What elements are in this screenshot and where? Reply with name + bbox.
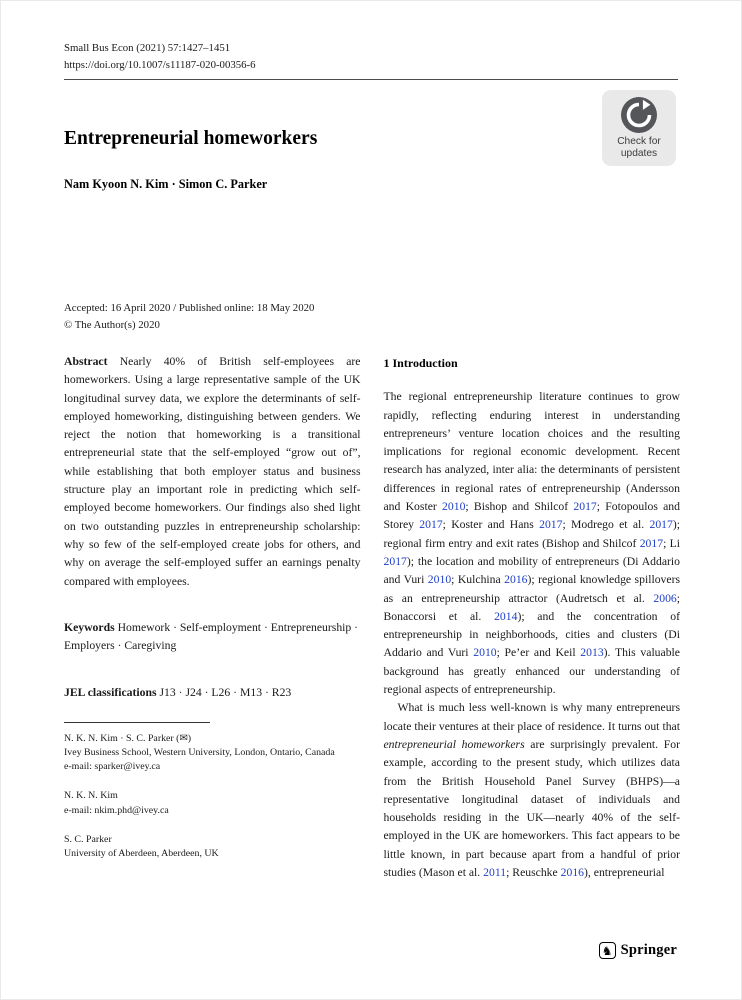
text-segment: J13 · J24 · L26 · M13 · R23: [156, 686, 292, 700]
page-header: [64, 40, 678, 80]
text-segment: Homework · Self-employment · Entrepreneurship · Employers · Caregiving: [64, 620, 359, 653]
citation-year-link[interactable]: 2011: [483, 866, 507, 880]
text-segment: ); and the concentration of entrepreneurship in neighborhoods, cities and clusters (Di Addario and Vuri: [383, 609, 680, 660]
intro-paragraph-2: [384, 699, 681, 882]
crossmark-icon: [621, 97, 657, 133]
check-for-updates-badge[interactable]: [602, 90, 676, 166]
text-segment: ; Koster and Hans: [442, 518, 540, 532]
article-title: Entrepreneurial homeworkers: [64, 128, 318, 149]
publication-dates: [64, 300, 314, 333]
text-segment: ; Modrego et al.: [562, 518, 650, 532]
two-column-body: [64, 353, 680, 882]
text-segment: ; Kulchina: [451, 573, 505, 587]
author-footnotes: [64, 732, 361, 861]
text-segment: The regional entrepreneurship literature continues to grow rapidly, reflecting enduring interest in understanding entrepreneurs’ venture location choices and the resulting implications for regional economic development. Recent research has analyzed, inter alia: the determinants of persistent differences in regional rates of entrepreneurship (Andersson and Koster: [383, 390, 680, 514]
citation-year-link[interactable]: 2010: [427, 573, 452, 587]
badge-label-line1: Check for: [617, 136, 661, 147]
text-segment: Abstract: [64, 355, 108, 368]
header-divider: [64, 79, 678, 80]
footnote-affiliation: University of Aberdeen, Aberdeen, UK: [64, 847, 219, 859]
springer-wordmark: Springer: [620, 942, 677, 958]
text-segment: Nearly 40% of British self-employees are homeworkers. Using a large representative sample of the UK longitudinal survey data, we explore the determinants of self-employed homeworking, distinguishing between genders. We reject the notion that homeworking is a transitional entrepreneurial state that the self-employed “grow out of”, while establishing that both employer status and business structure play an important role in predicting which self-employed become homeworkers. Our findings also shed light on two outstanding puzzles in entrepreneurship scholarship: why so few of the self-employed create jobs for others, and why on average the self-employed suffer an earnings penalty compared with employees.: [64, 355, 361, 588]
secondary-affiliation-block: [64, 833, 361, 861]
correspondence-block: [64, 732, 361, 775]
jel-classifications-line: [64, 684, 361, 702]
text-segment: ). This valuable background has greatly enhanced our understanding of regional aspects of entrepreneurship.: [383, 646, 680, 697]
text-segment: ; Bishop and Shilcof: [465, 500, 574, 514]
email-link-kim[interactable]: e-mail: nkim.phd@ivey.ca: [64, 804, 169, 816]
text-segment: JEL classifications: [64, 686, 157, 700]
citation-year-link[interactable]: 2017: [649, 518, 673, 532]
footnote-affiliation: Ivey Business School, Western University, London, Ontario, Canada: [64, 746, 335, 758]
text-segment: Keywords: [64, 620, 115, 634]
text-segment: ); the location and mobility of entrepreneurs (Di Addario and Vuri: [383, 554, 680, 587]
text-segment: ); regional firm entry and exit rates (Bishop and Shilcof: [383, 518, 680, 550]
authors-line: Nam Kyoon N. Kim · Simon C. Parker: [64, 177, 268, 191]
citation-year-link[interactable]: 2017: [573, 500, 597, 514]
citation-year-link[interactable]: 2014: [494, 609, 518, 623]
accepted-published-line: Accepted: 16 April 2020 / Published online: 18 May 2020: [64, 302, 315, 314]
keywords-line: [64, 619, 361, 656]
footnote-author-name: N. K. N. Kim: [64, 790, 118, 802]
citation-year-link[interactable]: 2010: [442, 500, 466, 514]
citation-year-link[interactable]: 2017: [383, 554, 407, 568]
text-segment: ; Bonaccorsi et al.: [383, 591, 680, 623]
text-segment: ; Reuschke: [506, 866, 561, 880]
footnote-divider: [64, 722, 210, 723]
copyright-line: © The Author(s) 2020: [64, 318, 160, 331]
footnote-author-name: S. C. Parker: [64, 833, 112, 845]
citation-year-link[interactable]: 2010: [473, 646, 497, 660]
badge-label: [617, 136, 661, 160]
abstract-paragraph: [64, 353, 361, 591]
left-column: [64, 353, 361, 882]
text-segment: entrepreneurial homeworkers: [383, 737, 525, 751]
publisher-footer: [599, 942, 677, 959]
citation-year-link[interactable]: 2006: [653, 591, 677, 605]
author-email-block: [64, 789, 361, 817]
text-segment: are surprisingly prevalent. For example, according to the present study, which utilizes data from the British Household Panel Survey (BHPS)—a representative longitudinal dataset of individuals and households residing in the UK—nearly 40% of the self-employed in the UK are homeworkers. This fact appears to be little known, in part because apart from a handful of prior studies (Mason et al.: [383, 737, 680, 880]
badge-label-line2: updates: [620, 148, 658, 159]
text-segment: ), entrepreneurial: [584, 866, 665, 880]
doi-link[interactable]: https://doi.org/10.1007/s11187-020-00356-6: [64, 59, 256, 71]
citation-year-link[interactable]: 2017: [419, 518, 443, 532]
citation-year-link[interactable]: 2016: [560, 866, 585, 880]
citation-year-link[interactable]: 2016: [504, 573, 528, 587]
text-segment: ; Li: [663, 536, 680, 550]
citation-year-link[interactable]: 2017: [639, 536, 664, 550]
citation-year-link[interactable]: 2017: [539, 518, 563, 532]
text-segment: ; Fotopoulos and Storey: [383, 500, 680, 532]
footnote-author-names: N. K. N. Kim · S. C. Parker (✉): [64, 732, 192, 744]
right-column: [384, 353, 681, 882]
citation-year-link[interactable]: 2013: [580, 646, 604, 660]
text-segment: ; Pe’er and Keil: [496, 646, 581, 660]
intro-paragraph-1: [384, 388, 681, 699]
springer-logo-icon: ♞: [599, 942, 616, 959]
section-heading-introduction: 1 Introduction: [383, 356, 458, 370]
text-segment: What is much less well-known is why many entrepreneurs locate their ventures at their place of residence. It turns out that: [383, 701, 680, 733]
text-segment: ); regional knowledge spillovers as an entrepreneurship attractor (Audretsch et al.: [383, 573, 681, 605]
email-link-parker[interactable]: e-mail: sparker@ivey.ca: [64, 761, 161, 773]
journal-reference: Small Bus Econ (2021) 57:1427–1451: [64, 42, 231, 54]
